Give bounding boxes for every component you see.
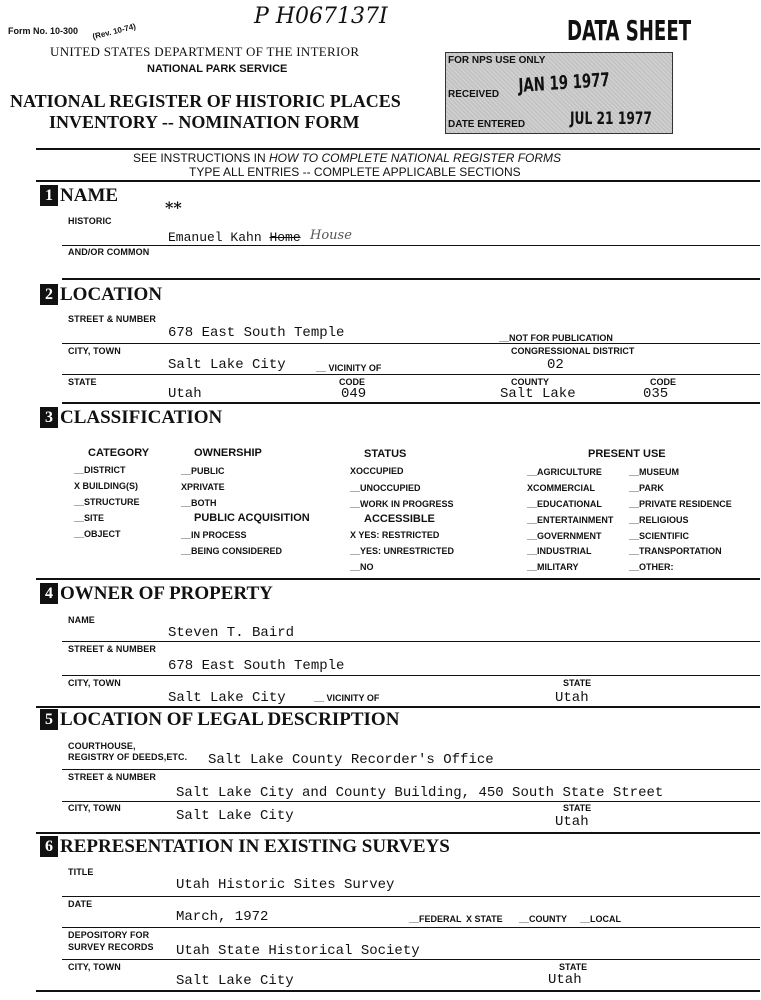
county-label: COUNTY bbox=[511, 377, 549, 387]
divider bbox=[36, 578, 760, 580]
instructions-emphasis: HOW TO COMPLETE NATIONAL REGISTER FORMS bbox=[269, 151, 562, 165]
county-value: Salt Lake bbox=[500, 386, 576, 402]
survey-level-option: __LOCAL bbox=[580, 914, 622, 924]
acquisition-option: __IN PROCESS bbox=[181, 530, 247, 540]
acquisition-option: __BEING CONSIDERED bbox=[181, 546, 283, 556]
survey-level-option: X STATE bbox=[466, 914, 503, 924]
county-code-label: CODE bbox=[650, 377, 677, 387]
section-2-heading bbox=[40, 284, 162, 306]
not-for-publication: __NOT FOR PUBLICATION bbox=[499, 333, 613, 343]
legal-street-value: Salt Lake City and County Building, 450 South State Street bbox=[176, 785, 664, 801]
courthouse-label-line2: REGISTRY OF DEEDS,ETC. bbox=[68, 752, 188, 762]
present-use-option: __MUSEUM bbox=[629, 467, 680, 477]
section-title: CLASSIFICATION bbox=[60, 407, 223, 428]
section-title: LOCATION OF LEGAL DESCRIPTION bbox=[60, 709, 400, 730]
handwritten-asterisks: ** bbox=[165, 198, 182, 217]
date-entered-stamp: JUL 21 1977 bbox=[570, 109, 652, 129]
section-title: LOCATION bbox=[60, 284, 163, 305]
owner-state-label: STATE bbox=[563, 678, 592, 688]
courthouse-value: Salt Lake County Recorder's Office bbox=[208, 752, 494, 768]
agency-name: NATIONAL PARK SERVICE bbox=[147, 63, 288, 75]
received-label: RECEIVED bbox=[448, 89, 500, 100]
owner-name-label: NAME bbox=[68, 615, 95, 625]
status-option: __UNOCCUPIED bbox=[350, 483, 421, 493]
city-value: Salt Lake City bbox=[168, 357, 286, 373]
present-use-option: __AGRICULTURE bbox=[527, 467, 602, 477]
divider bbox=[62, 278, 760, 280]
city-label: CITY, TOWN bbox=[68, 346, 121, 356]
field-line bbox=[62, 374, 760, 375]
survey-title-value: Utah Historic Sites Survey bbox=[176, 877, 395, 893]
nps-use-only-label: FOR NPS USE ONLY bbox=[448, 55, 546, 66]
owner-city-label: CITY, TOWN bbox=[68, 678, 121, 688]
street-value: 678 East South Temple bbox=[168, 325, 345, 341]
present-use-option: __INDUSTRIAL bbox=[527, 546, 592, 556]
historic-label: HISTORIC bbox=[68, 216, 112, 226]
legal-city-value: Salt Lake City bbox=[176, 808, 294, 824]
depository-value: Utah State Historical Society bbox=[176, 943, 420, 959]
ownership-option: __BOTH bbox=[181, 498, 217, 508]
field-line bbox=[62, 801, 760, 802]
section-number: 6 bbox=[40, 836, 58, 857]
accessible-option: X YES: RESTRICTED bbox=[350, 530, 440, 540]
common-name-label: AND/OR COMMON bbox=[68, 247, 150, 257]
survey-level-option: __COUNTY bbox=[519, 914, 568, 924]
form-number: Form No. 10-300 bbox=[8, 26, 79, 36]
instructions-prefix: SEE INSTRUCTIONS IN bbox=[133, 151, 270, 165]
section-title: NAME bbox=[60, 185, 119, 206]
legal-city-label: CITY, TOWN bbox=[68, 803, 121, 813]
owner-name-value: Steven T. Baird bbox=[168, 625, 295, 641]
section-1-heading bbox=[40, 185, 118, 207]
courthouse-label-line1: COURTHOUSE, bbox=[68, 741, 136, 751]
instructions-line2: TYPE ALL ENTRIES -- COMPLETE APPLICABLE SECTIONS bbox=[189, 165, 521, 179]
accessible-heading: ACCESSIBLE bbox=[364, 513, 435, 525]
depository-state-value: Utah bbox=[548, 972, 582, 988]
historic-name-text: Emanuel Kahn bbox=[168, 230, 262, 245]
state-code-value: 049 bbox=[341, 386, 367, 402]
field-line bbox=[62, 896, 760, 897]
date-entered-label: DATE ENTERED bbox=[448, 119, 526, 130]
form-revision: (Rev. 10-74) bbox=[91, 21, 137, 42]
street-label: STREET & NUMBER bbox=[68, 314, 157, 324]
divider bbox=[36, 148, 760, 150]
department-name: UNITED STATES DEPARTMENT OF THE INTERIOR bbox=[50, 44, 360, 59]
present-use-option: __SCIENTIFIC bbox=[629, 531, 690, 541]
state-value: Utah bbox=[168, 386, 202, 402]
section-title: OWNER OF PROPERTY bbox=[60, 583, 273, 604]
present-use-option: __RELIGIOUS bbox=[629, 515, 689, 525]
handwritten-correction: House bbox=[310, 228, 352, 243]
depository-city-label: CITY, TOWN bbox=[68, 962, 121, 972]
county-code-value: 035 bbox=[643, 386, 669, 402]
field-line bbox=[62, 927, 760, 928]
legal-state-value: Utah bbox=[555, 814, 589, 830]
struck-word: Home bbox=[269, 230, 301, 245]
survey-date-value: March, 1972 bbox=[176, 909, 269, 925]
section-5-heading bbox=[40, 709, 399, 731]
legal-street-label: STREET & NUMBER bbox=[68, 772, 157, 782]
present-use-option: __PARK bbox=[629, 483, 664, 493]
section-number: 1 bbox=[40, 185, 58, 206]
received-date-stamp: JAN 19 1977 bbox=[518, 68, 611, 97]
public-acquisition-heading: PUBLIC ACQUISITION bbox=[194, 512, 310, 524]
field-line bbox=[62, 675, 760, 676]
nps-use-only-box bbox=[445, 52, 673, 134]
survey-title-label: TITLE bbox=[68, 867, 94, 877]
section-number: 4 bbox=[40, 583, 58, 604]
section-3-heading bbox=[40, 407, 222, 429]
divider bbox=[36, 990, 760, 992]
present-use-option: XCOMMERCIAL bbox=[527, 483, 595, 493]
survey-date-label: DATE bbox=[68, 899, 93, 909]
section-number: 2 bbox=[40, 284, 58, 305]
ownership-option: XPRIVATE bbox=[181, 482, 225, 492]
state-label: STATE bbox=[68, 377, 97, 387]
divider bbox=[62, 402, 760, 404]
field-line bbox=[62, 959, 760, 960]
state-code-label: CODE bbox=[339, 377, 366, 387]
status-option: __WORK IN PROGRESS bbox=[350, 499, 454, 509]
section-4-heading bbox=[40, 583, 273, 605]
section-6-heading bbox=[40, 836, 450, 858]
category-option: __SITE bbox=[74, 513, 105, 523]
depository-label-line1: DEPOSITORY FOR bbox=[68, 930, 150, 940]
handwritten-reference-number: P H067137I bbox=[254, 4, 388, 29]
form-title-line2: INVENTORY -- NOMINATION FORM bbox=[49, 112, 360, 132]
field-line bbox=[62, 245, 760, 246]
depository-state-label: STATE bbox=[559, 962, 588, 972]
accessible-option: __NO bbox=[350, 562, 374, 572]
status-option: XOCCUPIED bbox=[350, 466, 404, 476]
ownership-heading: OWNERSHIP bbox=[194, 447, 262, 459]
vicinity-of: __ VICINITY OF bbox=[316, 363, 382, 373]
owner-street-value: 678 East South Temple bbox=[168, 658, 345, 674]
present-use-option: __MILITARY bbox=[527, 562, 579, 572]
accessible-option: __YES: UNRESTRICTED bbox=[350, 546, 455, 556]
owner-street-label: STREET & NUMBER bbox=[68, 644, 157, 654]
category-option: __STRUCTURE bbox=[74, 497, 140, 507]
depository-city-value: Salt Lake City bbox=[176, 973, 294, 989]
survey-level-option: __FEDERAL bbox=[409, 914, 462, 924]
data-sheet-heading: DATA SHEET bbox=[567, 14, 692, 47]
present-use-option: __ENTERTAINMENT bbox=[527, 515, 614, 525]
section-number: 3 bbox=[40, 407, 58, 428]
congressional-district-value: 02 bbox=[547, 357, 564, 373]
field-line bbox=[62, 343, 760, 344]
depository-label-line2: SURVEY RECORDS bbox=[68, 942, 154, 952]
status-heading: STATUS bbox=[364, 448, 407, 460]
owner-vicinity-of: __ VICINITY OF bbox=[314, 693, 380, 703]
section-title: REPRESENTATION IN EXISTING SURVEYS bbox=[60, 836, 450, 857]
field-line bbox=[62, 769, 760, 770]
present-use-option: __PRIVATE RESIDENCE bbox=[629, 499, 732, 509]
form-title-line1: NATIONAL REGISTER OF HISTORIC PLACES bbox=[10, 91, 401, 111]
present-use-option: __TRANSPORTATION bbox=[629, 546, 722, 556]
category-option: __DISTRICT bbox=[74, 465, 126, 475]
divider bbox=[36, 706, 760, 708]
ownership-option: __PUBLIC bbox=[181, 466, 225, 476]
divider bbox=[36, 832, 760, 834]
present-use-option: __GOVERNMENT bbox=[527, 531, 602, 541]
present-use-option: __EDUCATIONAL bbox=[527, 499, 602, 509]
field-line bbox=[62, 641, 760, 642]
instructions-line1 bbox=[133, 151, 561, 165]
owner-city-value: Salt Lake City bbox=[168, 690, 286, 706]
present-use-option: __OTHER: bbox=[629, 562, 674, 572]
divider bbox=[36, 180, 760, 182]
present-use-heading: PRESENT USE bbox=[588, 448, 666, 460]
category-heading: CATEGORY bbox=[88, 447, 150, 459]
category-option: X BUILDING(S) bbox=[74, 481, 138, 491]
owner-state-value: Utah bbox=[555, 690, 589, 706]
historic-name-value bbox=[168, 230, 301, 245]
category-option: __OBJECT bbox=[74, 529, 121, 539]
legal-state-label: STATE bbox=[563, 803, 592, 813]
section-number: 5 bbox=[40, 709, 58, 730]
congressional-district-label: CONGRESSIONAL DISTRICT bbox=[511, 346, 635, 356]
